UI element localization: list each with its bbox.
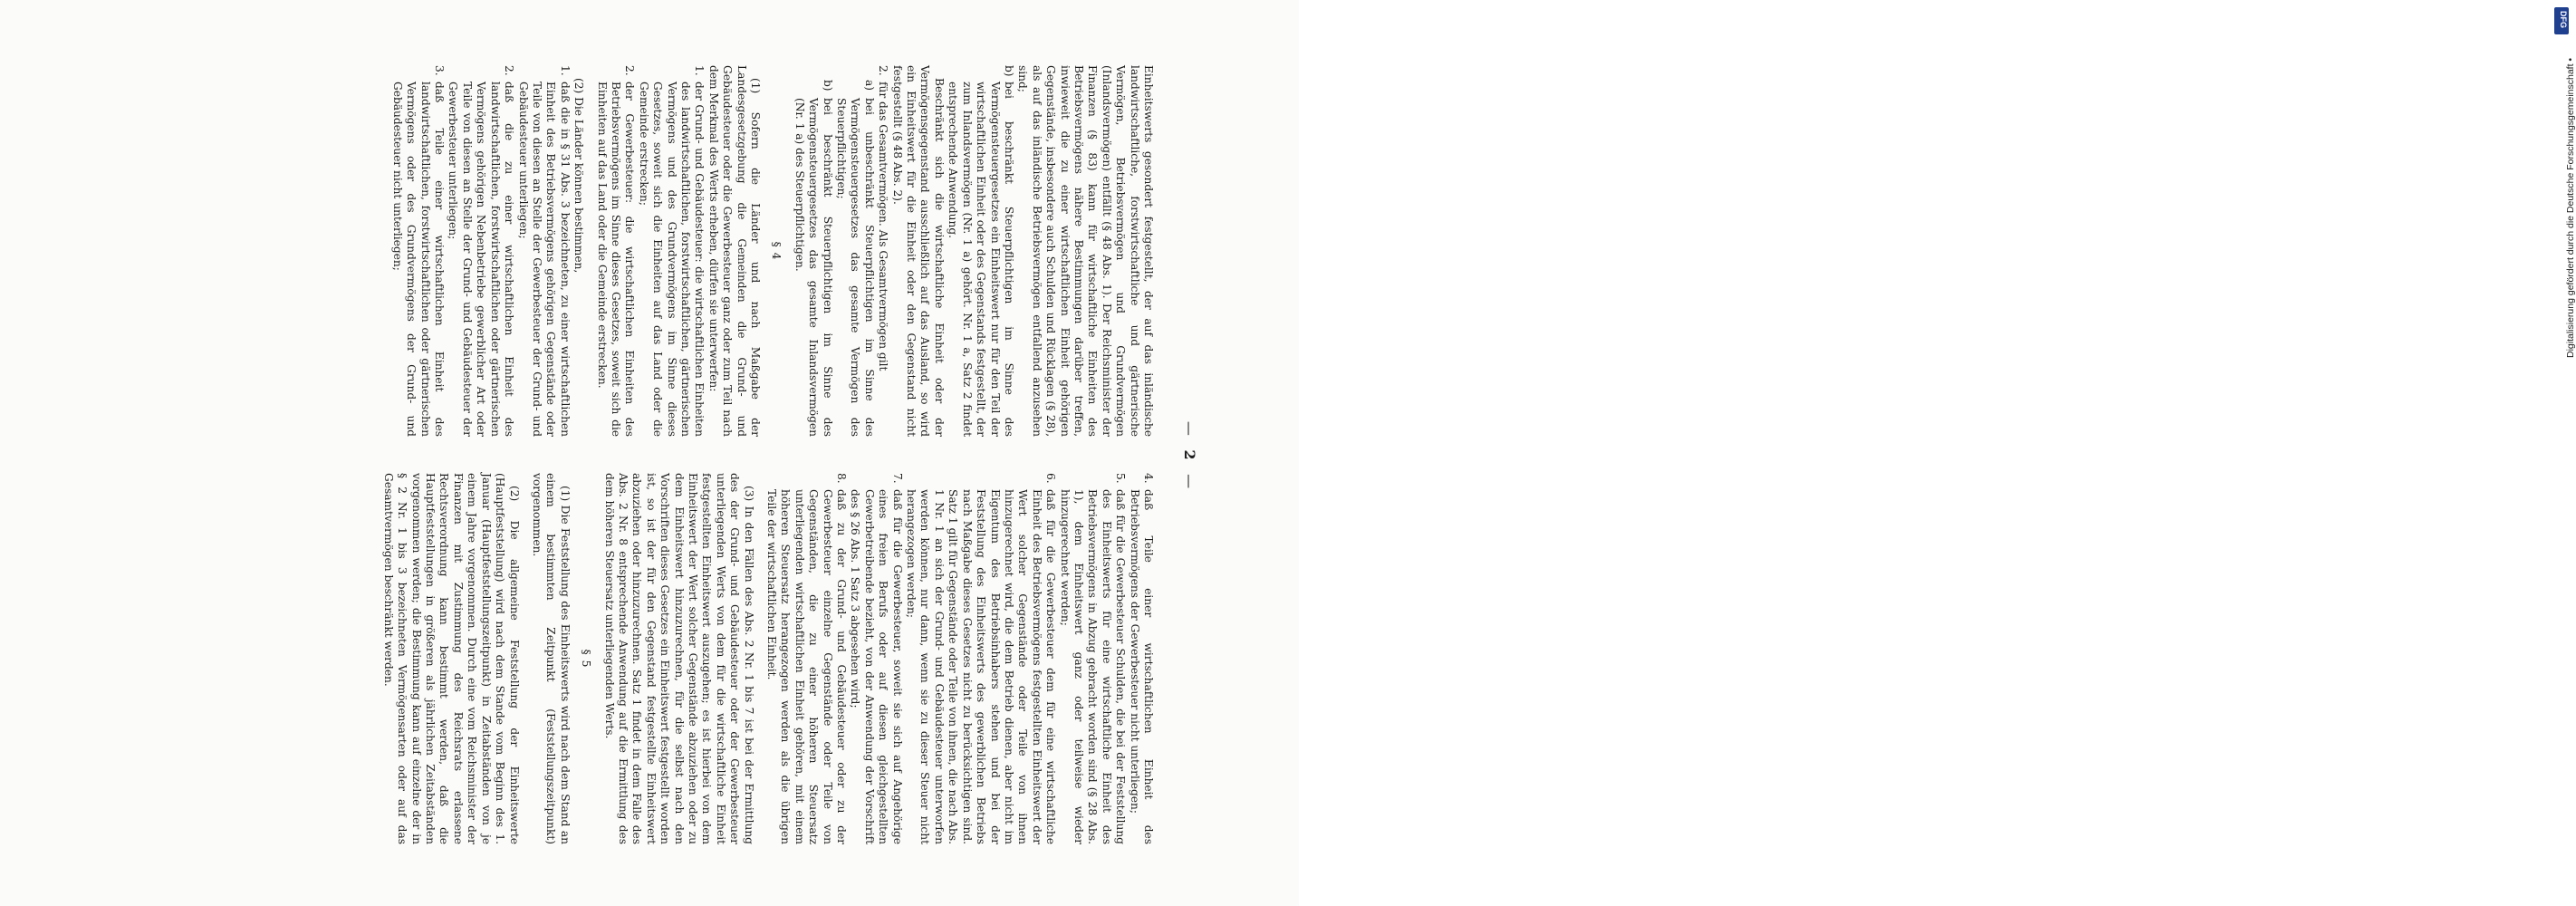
dfg-logo (2554, 7, 2569, 34)
list-marker: 4. (1142, 473, 1155, 484)
list-text: für das Gesamtvermögen. Als Gesamtvermögen gilt (877, 82, 890, 371)
section-5-paragraph-1: (1) Die Feststellung des Einheitswerts wird nach dem Stand an einem bestimmten Zeitpunkt (Feststellungszeitpunkt) vorgenommen. (530, 473, 572, 844)
list-item-5 (1057, 473, 1127, 844)
list-marker: a) (862, 80, 876, 92)
left-column (389, 65, 1155, 437)
list-marker: 6. (1044, 473, 1058, 484)
list-marker: 2. (877, 65, 890, 76)
list-marker: 2. (623, 65, 637, 76)
section-4-paragraph-1: (1) Sofern die Länder und nach Maßgabe der Landesgesetzgebung die Gemeinden die Grund- und Gebäudesteuer oder die Gewerbesteuer ganz oder zum Teil nach dem Merkmal des Werts erheben, dürfen sie unterwerfen: (706, 65, 763, 437)
spacer (521, 473, 530, 844)
list-item-8 (764, 473, 848, 844)
section-4-paragraph-2: (2) Die Länder können bestimmen, (572, 78, 586, 274)
spacer (585, 65, 594, 437)
section-4-2-item-1 (515, 65, 572, 437)
list-marker: 8. (835, 473, 849, 484)
list-item-7 (848, 473, 904, 844)
page-number-dash-left: — (1181, 420, 1198, 436)
list-marker: 2. (503, 65, 516, 76)
list-item-1b (946, 65, 1015, 437)
section-heading-5: § 5 (580, 649, 593, 669)
section-4-2-item-3 (389, 65, 446, 437)
section-heading-4: § 4 (770, 241, 783, 261)
section-4-2-item-2 (446, 65, 515, 437)
rotated-scan (113, 47, 1198, 863)
list-text: daß zu der Grund- und Gebäudesteuer oder zu der Gewerbesteuer einzelne Gegenstände oder Teile von Gegenständen, die zu einer höheren Steuersatz unterliegenden wirtschaftlichen Einheit gehören, mit einem höheren Steuersatz herangezogen werden als die übrigen Teile der wirtschaftlichen Einheit. (765, 489, 849, 844)
right-column (380, 473, 1155, 844)
page-number-value: 2 (1181, 449, 1198, 460)
list-text: daß Teile einer wirtschaftlichen Einheit des Betriebsvermögens der Gewerbesteuer nicht unterliegen; (1128, 489, 1155, 844)
list-text: daß die zu einer wirtschaftlichen Einheit des landwirtschaftlichen, forstwirtschaftlichen oder gärtnerischen Vermögens gehörigen Nebenbetriebe gewerblicher Art oder Teile von diesen an Stelle der Grund- und Gebäudesteuer der Gewerbesteuer unterliegen; (447, 82, 516, 437)
spacer (755, 473, 764, 844)
list-item-2b (792, 65, 833, 437)
digitization-note (1274, 0, 2576, 906)
list-marker: 1. (693, 65, 706, 76)
list-marker: b) (821, 80, 834, 92)
continued-paragraph: Einheitswerts gesondert festgestellt, der auf das inländische landwirtschaftliche, forstwirtschaftliche und gärtnerische Vermögen, Betriebsvermögen und Grundvermögen (Inlandsvermögen) entfällt (§ 48 Abs. 1). Der Reichsminister der Finanzen (§ 83) kann für wirtschaftliche Einheiten des Betriebsvermögens nähere Bestimmungen darüber treffen, inwieweit die zu einer wirtschaftlichen Einheit gehörigen Gegenstände, insbesondere auch Schulden und Rücklagen (§ 28), als auf das inländische Betriebsvermögen entfallend anzusehen sind; (1016, 65, 1155, 437)
digitization-note-text: Digitalisierung gefördert durch die Deutsche Forschungsgemeinschaft • (2565, 57, 2576, 358)
list-text: der Gewerbesteuer: die wirtschaftlichen Einheiten des Betriebsvermögens im Sinne dieses Gesetzes, soweit sich die Einheiten auf das Land oder die Gemeinde erstrecken. (595, 82, 637, 437)
list-text: bei beschränkt Steuerpflichtigen im Sinne des Vermögensteuergesetzes das gesamte Inlandsvermögen (Nr. 1 a) des Steuerpflichtigen. (793, 98, 834, 437)
list-marker: 5. (1114, 473, 1128, 484)
list-item-6 (904, 473, 1057, 844)
list-item-2a (834, 65, 876, 437)
list-text: daß die in § 31 Abs. 3 bezeichneten, zu einer wirtschaftlichen Einheit des Betriebsvermögens gehörigen Gegenstände oder Teile von diesen an Stelle der Gewerbesteuer der Grund- und Gebäudesteuer unterliegen; (516, 82, 572, 437)
list-marker: 7. (890, 473, 904, 484)
list-text: bei beschränkt Steuerpflichtigen im Sinne des Vermögensteuergesetzes ein Einheitswert nur für den Teil der wirtschaftlichen Einheit oder des Gegenstands festgestellt, der zum Inlandsvermögen (Nr. 1 a) gehört. Nr. 1 a, Satz 2 findet entsprechende Anwendung. (947, 82, 1015, 437)
list-text: daß für die Gewerbesteuer Schulden, die bei der Feststellung des Einheitswerts für eine wirtschaftliche Einheit des Betriebsvermögens in Abzug gebracht worden sind (§ 28 Abs. 1), dem Einheitswert ganz oder teilweise wieder hinzugerechnet werden; (1058, 489, 1128, 844)
list-text: daß für die Gewerbesteuer dem für eine wirtschaftliche Einheit des Betriebsvermögens festgestellten Einheitswert der Wert solcher Gegenstände oder Teile von ihnen hinzugerechnet wird, die dem Betrieb dienen, aber nicht im Eigentum des Betriebsinhabers stehen und bei der Feststellung des Einheitswerts des gewerblichen Betriebs nach Maßgabe dieses Gesetzes nicht zu berücksichtigen sind. Satz 1 gilt für Gegenstände oder Teile von ihnen, die nach Abs. 1 Nr. 1 an sich der Grund- und Gebäudesteuer unterworfen werden können, nur dann, wenn sie zu dieser Steuer nicht herangezogen werden; (905, 489, 1058, 844)
list-item-2 (876, 65, 889, 437)
list-text: der Grund- und Gebäudesteuer: die wirtschaftlichen Einheiten des landwirtschaftlichen, forstwirtschaftlichen, gärtnerischen Vermögens und des Grundvermögens im Sinne dieses Gesetzes, soweit sich die Einheiten auf das Land oder die Gemeinde erstrecken; (637, 82, 706, 437)
list-marker: 3. (433, 65, 447, 76)
list-marker: 1. (558, 65, 572, 76)
list-item-4 (1127, 473, 1155, 844)
section-4-item-2 (594, 65, 636, 437)
section-4-item-1 (636, 65, 706, 437)
section-5-paragraph-2: (2) Die allgemeine Feststellung der Einheitswerte (Hauptfeststellung) wird nach dem Stande vom Beginn des 1. Januar (Hauptfeststellungszeitpunkt) in Zeitabständen von je einem Jahre vorgenommen. Durch eine vom Reichsminister der Finanzen mit Zustimmung des Reichsrats erlassene Rechtsverordnung kann bestimmt werden, daß die Hauptfeststellungen in größeren als jährlichen Zeitabständen vorgenommen werden; die Bestimmung kann auf einzelne der in § 2 Nr. 1 bis 3 bezeichneten Vermögensarten oder auf das Gesamtvermögen beschränkt werden. (381, 473, 521, 844)
list-text: daß für die Gewerbesteuer, soweit sie sich auf Angehörige eines freien Berufs oder auf diesen gleichgestellten Gewerbetreibende bezieht, von der Anwendung der Vorschrift des § 26 Abs. 1 Satz 3 abgesehen wird; (849, 489, 904, 844)
paragraph-beschraenkt: Beschränkt sich die wirtschaftliche Einheit oder der Vermögensgegenstand ausschließlich auf das Ausland, so wird ein Einheitswert für die Einheit oder den Gegenstand nicht festgestellt (§ 48 Abs. 2). (890, 65, 946, 437)
dfg-logo-text: DFG (2559, 11, 2568, 28)
list-text: daß Teile einer wirtschaftlichen Einheit des landwirtschaftlichen, forstwirtschaftlichen oder gärtnerischen Vermögens oder des Grundvermögens der Grund- und Gebäudesteuer nicht unterliegen; (390, 82, 447, 437)
paragraph-3: (3) In den Fällen des Abs. 2 Nr. 1 bis 7 ist bei der Ermittlung des der Grund- und Gebäudesteuer oder der Gewerbesteuer unterliegenden Werts von dem für die wirtschaftliche Einheit festgestellten Einheitswert auszugehen; es ist hierbei von dem Einheitswert der Wert solcher Gegenstände abzuziehen oder zu dem Einheitswert hinzuzurechnen, für die selbst nach den Vorschriften dieses Gesetzes ein Einheitswert festgestellt worden ist, so ist der für den Gegenstand festgestellte Einheitswert abzuziehen oder hinzuzurechnen. Satz 1 findet in dem Falle des Abs. 2 Nr. 8 entsprechende Anwendung auf die Ermittlung des dem höheren Steuersatz unterliegenden Werts. (602, 473, 755, 844)
page-number (1181, 47, 1198, 863)
list-text: bei unbeschränkt Steuerpflichtigen im Sinne des Vermögensteuergesetzes das gesamte Vermögen des Steuerpflichtigen; (835, 98, 876, 437)
list-marker: b) (1002, 65, 1015, 77)
page-number-dash-right: — (1181, 474, 1198, 489)
